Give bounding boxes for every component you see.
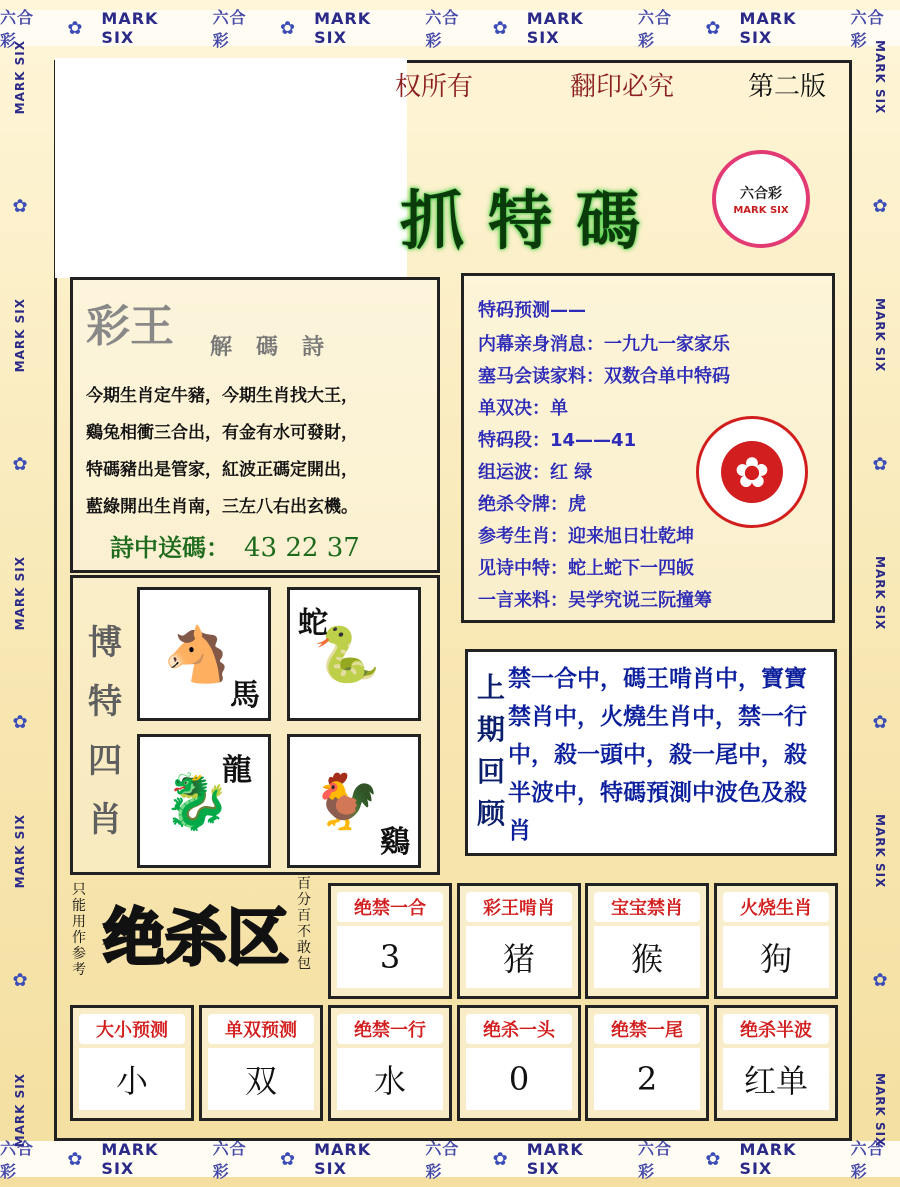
top-border <box>0 8 900 50</box>
cell-row1-3-value: 猴 <box>594 926 700 988</box>
flower-separator-icon: ✿ <box>12 970 28 992</box>
flower-separator-icon: ✿ <box>492 1148 509 1170</box>
title-char-1: 抓 <box>400 184 464 259</box>
review-text: 禁一合中，碼王啃肖中，寶寶禁肖中，火燒生肖中，禁一行中，殺一頭中，殺一尾中，殺半波中，特碼預測中波色及殺肖 <box>508 665 807 844</box>
cell-row2-3-label: 绝禁一行 <box>337 1014 443 1044</box>
cell-row2-2-label: 单双预测 <box>208 1014 314 1044</box>
dragon-card <box>137 734 271 868</box>
prediction-line-6: 绝杀令牌：虎 <box>478 494 586 515</box>
rooster-icon: 🐓 <box>313 770 381 833</box>
rooster-name: 鷄 <box>380 825 410 860</box>
animals-label <box>84 615 126 841</box>
cell-row2-4-label: 绝杀一头 <box>466 1014 572 1044</box>
cell-row2-1-value: 小 <box>79 1048 185 1110</box>
logo-line-1: 六合彩 <box>740 185 782 202</box>
prediction-line-2: 塞马会读家料：双数合单中特码 <box>478 366 730 387</box>
poem-line-4: 藍綠開出生肖南，三左八右出玄機。 <box>86 497 358 517</box>
edition-text: 第二版 <box>748 72 827 102</box>
right-mark-six-1: MARK SIX <box>873 40 887 115</box>
flower-separator-icon: ✿ <box>67 1148 84 1170</box>
bauhinia-icon <box>721 441 783 503</box>
left-mark-six-1: MARK SIX <box>13 40 27 115</box>
animals-label-2: 特 <box>88 682 122 722</box>
cell-row1-4 <box>714 883 838 999</box>
prediction-line-7: 参考生肖：迎来旭日壮乾坤 <box>478 526 694 547</box>
flower-separator-icon: ✿ <box>12 195 28 217</box>
mark-six-logo-bottom-1: 六合彩 <box>0 1139 34 1181</box>
main-title <box>400 170 640 262</box>
prediction-line-3: 单双决：单 <box>478 398 568 419</box>
horse-icon: 🐴 <box>163 623 231 686</box>
mark-six-logo-top-5: 六合彩 <box>850 8 885 50</box>
cell-row2-4 <box>457 1005 581 1121</box>
cell-row2-5 <box>585 1005 709 1121</box>
cell-row1-3 <box>585 883 709 999</box>
right-mark-six-5: MARK SIX <box>873 1072 887 1147</box>
poem-sub-3: 詩 <box>302 334 325 360</box>
poem-bottom <box>110 528 360 563</box>
prediction-line-5: 组运波：红 绿 <box>478 462 593 483</box>
right-border <box>866 40 894 1147</box>
flower-separator-icon: ✿ <box>872 712 888 734</box>
review-label-3: 回 <box>476 755 505 788</box>
mark-six-text-bottom-2: MARK SIX <box>314 1140 372 1178</box>
snake-icon: 🐍 <box>313 623 381 686</box>
flower-separator-icon: ✿ <box>67 17 84 39</box>
review-label-1: 上 <box>476 671 505 704</box>
cell-row2-6-value: 红单 <box>723 1048 829 1110</box>
review-label <box>474 666 508 832</box>
cell-row2-1-label: 大小预测 <box>79 1014 185 1044</box>
poem-line-3: 特碼豬出是管家，紅波正碼定開出， <box>86 460 358 480</box>
cell-row2-5-value: 2 <box>594 1048 700 1110</box>
mark-six-logo-top-4: 六合彩 <box>638 8 673 50</box>
flower-separator-icon: ✿ <box>12 712 28 734</box>
cell-row1-1-value: 3 <box>337 926 443 988</box>
left-mark-six-2: MARK SIX <box>13 298 27 373</box>
poem-lines <box>86 378 430 526</box>
snake-card <box>287 587 421 721</box>
flower-separator-icon: ✿ <box>872 195 888 217</box>
cell-row2-2 <box>199 1005 323 1121</box>
hk-seal-icon <box>696 416 808 528</box>
poem-line-2: 鷄兔相衝三合出，有金有水可發財， <box>86 423 358 443</box>
cell-row1-1 <box>328 883 452 999</box>
mark-six-text-bottom-3: MARK SIX <box>526 1140 584 1178</box>
right-mark-six-3: MARK SIX <box>873 556 887 631</box>
poem-bottom-label: 詩中送碼： <box>110 533 230 562</box>
mark-six-text-bottom-1: MARK SIX <box>101 1140 159 1178</box>
flower-separator-icon: ✿ <box>872 970 888 992</box>
poem-sub-1: 解 <box>210 334 233 360</box>
mark-six-text-top-1: MARK SIX <box>101 9 159 47</box>
horse-name: 馬 <box>230 678 260 713</box>
big-kill-title: 绝杀区 <box>102 901 289 974</box>
flower-separator-icon: ✿ <box>280 1148 297 1170</box>
bottom-border <box>0 1139 900 1181</box>
mark-six-logo-bottom-3: 六合彩 <box>425 1139 460 1181</box>
logo-line-2: MARK SIX <box>733 204 789 216</box>
prediction-title: 特码预测—— <box>478 300 586 321</box>
right-mark-six-4: MARK SIX <box>873 814 887 889</box>
mark-six-logo <box>712 150 810 248</box>
cell-row1-2 <box>457 883 581 999</box>
horse-card <box>137 587 271 721</box>
snake-name: 蛇 <box>298 606 328 641</box>
review-label-4: 顾 <box>476 797 505 830</box>
no-copy-text: 翻印必究 <box>570 72 675 102</box>
prediction-line-9: 一言来料：吴学究说三阮撞筹 <box>478 590 712 611</box>
left-mark-six-4: MARK SIX <box>13 814 27 889</box>
animals-label-1: 博 <box>88 623 122 663</box>
animals-label-3: 四 <box>88 741 122 781</box>
poem-sub-2: 碼 <box>256 334 279 360</box>
cell-row1-1-label: 绝禁一合 <box>337 892 443 922</box>
mark-six-logo-bottom-4: 六合彩 <box>638 1139 673 1181</box>
title-char-2: 特 <box>488 184 552 259</box>
mark-six-logo-top-3: 六合彩 <box>425 8 460 50</box>
mark-six-logo-bottom-5: 六合彩 <box>850 1139 885 1181</box>
cell-row2-3 <box>328 1005 452 1121</box>
blank-image-area <box>55 58 407 278</box>
dragon-name: 龍 <box>222 753 252 788</box>
mark-six-text-top-4: MARK SIX <box>739 9 797 47</box>
poem-line-1: 今期生肖定牛豬，今期生肖找大王， <box>86 386 358 406</box>
mark-six-text-bottom-4: MARK SIX <box>739 1140 797 1178</box>
flower-separator-icon: ✿ <box>280 17 297 39</box>
prediction-line-8: 见诗中特：蛇上蛇下一四皈 <box>478 558 694 579</box>
left-mark-six-5: MARK SIX <box>13 1072 27 1147</box>
prediction-line-4: 特码段：14——41 <box>478 430 637 451</box>
poem-bottom-nums: 43 22 37 <box>244 533 360 563</box>
cell-row2-1 <box>70 1005 194 1121</box>
rights-text: 权所有 <box>395 72 474 102</box>
animals-label-4: 肖 <box>88 800 122 840</box>
cell-row2-5-label: 绝禁一尾 <box>594 1014 700 1044</box>
mark-six-logo-bottom-2: 六合彩 <box>212 1139 247 1181</box>
prediction-line-1: 内幕亲身消息：一九九一家家乐 <box>478 334 730 355</box>
cell-row2-6 <box>714 1005 838 1121</box>
poem-title: 彩王 <box>86 301 174 352</box>
cell-row1-2-label: 彩王啃肖 <box>466 892 572 922</box>
cell-row1-2-value: 猪 <box>466 926 572 988</box>
poem-subtitle <box>210 330 324 361</box>
cell-row1-4-label: 火烧生肖 <box>723 892 829 922</box>
mark-six-logo-top-2: 六合彩 <box>212 8 247 50</box>
left-mark-six-3: MARK SIX <box>13 556 27 631</box>
dragon-icon: 🐉 <box>163 770 231 833</box>
mark-six-logo-top-1: 六合彩 <box>0 8 34 50</box>
title-char-3: 碼 <box>576 184 640 259</box>
flower-separator-icon: ✿ <box>705 1148 722 1170</box>
flower-separator-icon: ✿ <box>705 17 722 39</box>
cell-row2-2-value: 双 <box>208 1048 314 1110</box>
left-border <box>6 40 34 1147</box>
left-note: 只能用作参考 <box>72 882 86 978</box>
cell-row1-4-value: 狗 <box>723 926 829 988</box>
review-label-2: 期 <box>476 713 505 746</box>
cell-row2-3-value: 水 <box>337 1048 443 1110</box>
mark-six-text-top-3: MARK SIX <box>526 9 584 47</box>
flower-separator-icon: ✿ <box>872 453 888 475</box>
right-mark-six-2: MARK SIX <box>873 298 887 373</box>
flower-separator-icon: ✿ <box>12 453 28 475</box>
cell-row2-4-value: 0 <box>466 1048 572 1110</box>
mark-six-text-top-2: MARK SIX <box>314 9 372 47</box>
rooster-card <box>287 734 421 868</box>
cell-row1-3-label: 宝宝禁肖 <box>594 892 700 922</box>
cell-row2-6-label: 绝杀半波 <box>723 1014 829 1044</box>
flower-separator-icon: ✿ <box>492 17 509 39</box>
right-note: 百分百不敢包 <box>297 876 311 972</box>
